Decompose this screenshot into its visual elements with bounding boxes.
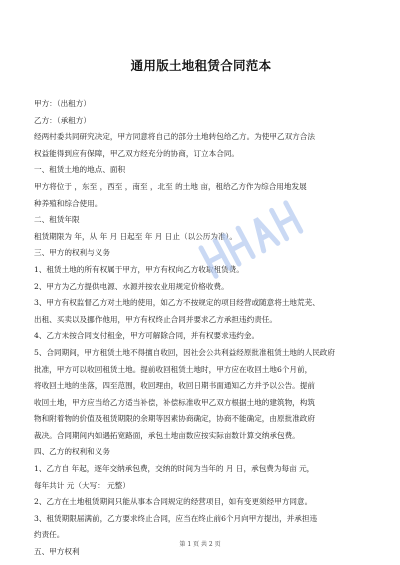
document-line: 种养殖和综合使用。 — [34, 198, 103, 208]
document-line: 1、租赁土地的所有权属于甲方，甲方有权向乙方收取租赁费。 — [34, 264, 244, 274]
document-line: 3、甲方有权监督乙方对土地的使用，如乙方不按规定的项目经营或随意将土地荒芜、 — [34, 298, 320, 308]
document-line: 每年共计 元（大写： 元整） — [34, 480, 130, 490]
document-line: 三、甲方的权利与义务 — [34, 248, 110, 258]
document-line: 四、乙方的权利和义务 — [34, 447, 110, 457]
document-line: 出租、买卖以及挪作他用，甲方有权终止合同并要求乙方承担违约责任。 — [34, 314, 277, 324]
document-line: 5、合同期间，甲方租赁土地不得擅自收回，因社会公共利益经原批准租赁土地的人民政府 — [34, 347, 335, 357]
document-line: 租赁期限为 年，从 年 月 日起至 年 月 日止（以公历为准）。 — [34, 231, 237, 241]
document-line: 权益能得到应有保障，甲乙双方经充分的协商，订立本合同。 — [34, 148, 240, 158]
document-line: 批准，甲方可以收回租赁土地。提前收回租赁土地时，甲方应在收回土地6个月前， — [34, 364, 313, 374]
document-line: 甲方：（出租方） — [34, 99, 91, 108]
document-line: 甲方将位于 ，东至 ，西至 ，南至 ，北至 的土地 亩，租给乙方作为综合用地发展 — [34, 181, 307, 191]
document-line: 约责任。 — [34, 530, 65, 540]
document-line: 二、租赁年限 — [34, 215, 80, 225]
document-line: 经两村委共同研究决定，甲方同意将自己的部分土地转包给乙方。为使甲乙双方合法 — [34, 132, 315, 142]
document-lines — [34, 96, 368, 561]
document-line: 收回土地，甲方应当给乙方适当补偿，补偿标准收甲乙双方根据土地的建筑物，构筑 — [34, 397, 315, 407]
page-footer: 第 1 页 共 2 页 — [179, 541, 221, 548]
document-line: 裁决。合同期间内如遇拓宽路面，承包土地亩数应按实际亩数计算交纳承包费。 — [34, 430, 300, 440]
document-line: 4、乙方未按合同支付租金，甲方可解除合同，并有权要求违约金。 — [34, 331, 260, 341]
document-title: 通用版土地租赁合同范本 — [130, 58, 272, 73]
document-line: 物和附着物的价值及租赁期限的余期等因素协商确定，协商不能确定，由原批准政府 — [34, 414, 315, 424]
document-line: 3、租赁期限届满前，乙方要求终止合同，应当在终止前6个月向甲方提出，并承担违 — [34, 513, 318, 523]
document-line: 一、租赁土地的地点、面积 — [34, 165, 126, 175]
document-body — [34, 58, 368, 561]
document-line: 将收回土地的坐落，四至范围，收回理由，收回日期书面通知乙方并予以公告。提前 — [34, 381, 315, 391]
document-line: 2、甲方为乙方提供电源、水源并按农业用规定价格收费。 — [34, 281, 229, 291]
document-line: 2、乙方在土地租赁期间只能从事本合同规定的经营项目，如有变更须经甲方同意。 — [34, 497, 313, 507]
document-line: 乙方：（承租方） — [34, 115, 91, 125]
document-line: 1、乙方自 年起，逐年交纳承包费，交纳的时间为当年的 月 日，承包费为每亩 元， — [34, 464, 315, 474]
document-line: 五、甲方权利 — [34, 547, 80, 557]
